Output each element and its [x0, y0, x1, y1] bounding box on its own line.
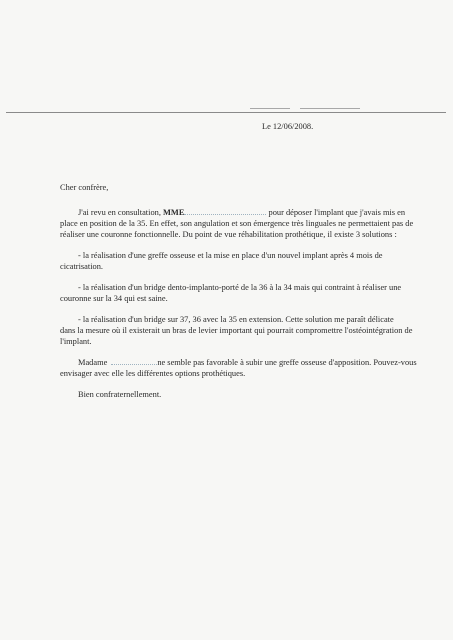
paragraph-line: envisager avec elle les différentes options prothétiques.: [60, 368, 246, 378]
paragraph-line: l'implant.: [60, 336, 92, 346]
paragraph-patient: [60, 357, 417, 380]
paragraph-line: couronne sur la 34 qui est saine.: [60, 293, 168, 303]
salutation: Cher confrère,: [60, 183, 109, 192]
paragraph-line: J'ai revu en consultation, MME pour déposer l'implant que j'avais mis en: [78, 208, 406, 217]
paragraph-line: dans la mesure où il existerait un bras de levier important qui pourrait compromettre l'ostéointégration de: [60, 325, 413, 335]
paragraph-line: place en position de la 35. En effet, son angulation et son émergence très linguales ne permettaient pas de: [60, 218, 414, 228]
closing: Bien confraternellement.: [78, 390, 162, 399]
paragraph-line: - la réalisation d'un bridge sur 37, 36 avec la 35 en extension. Cette solution me paraît délicate: [78, 315, 394, 324]
paragraph-line: Madame ne semble pas favorable à subir une greffe osseuse d'apposition. Pouvez-vous: [78, 358, 417, 367]
option-3: [60, 315, 413, 347]
header-rule: [6, 112, 446, 113]
option-2: [60, 283, 402, 305]
redacted-name: [111, 357, 157, 365]
paragraph-line: réaliser une couronne fonctionnelle. Du point de vue réhabilitation prothétique, il existe 3 solutions :: [60, 229, 397, 239]
option-1: [60, 251, 398, 273]
letter-date: Le 12/06/2008.: [262, 122, 314, 131]
redacted-name: [184, 207, 266, 215]
header-rule-fragment: [250, 108, 290, 109]
paragraph-line: cicatrisation.: [60, 261, 104, 271]
patient-title: MME: [163, 208, 185, 217]
header-rule-fragment: [300, 108, 360, 109]
paragraph-line: - la réalisation d'un bridge dento-implanto-porté de la 36 à la 34 mais qui contraint à réaliser une: [78, 283, 402, 292]
paragraph-intro: [60, 207, 414, 240]
paragraph-line: - la réalisation d'une greffe osseuse et la mise en place d'un nouvel implant après 4 mois de: [78, 251, 383, 260]
